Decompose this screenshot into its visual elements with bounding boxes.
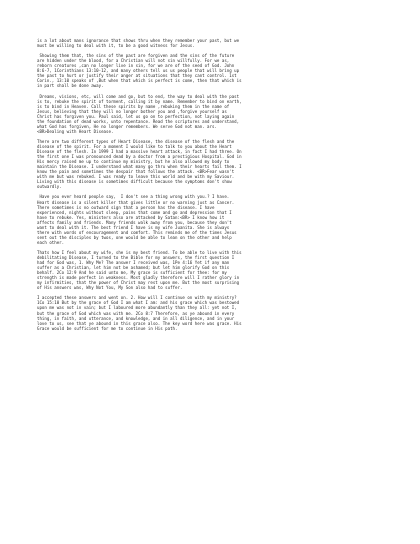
paragraph-past-witness: is a lot about mans ignorance that shows thru when they remember your past, but we must be willing to deal with it, to be a good witness for Jesus. bbox=[37, 38, 240, 49]
paragraph-why-me: Thats how I feel about my wife, she is my best friend. To be able to live with this debilitating Disease, I turned to the Bible for my answers, the first question I had for God was, 1. Why Me? The answer I received was, 1Pe 4:16 Yet if any man suffer as a Christian, let him not be ashamed; but let him glorify God on this behalf. 2Co 12:9 And he said unto me, My grace is sufficient for thee: for my strength is made perfect in weakness. Most gladly therefore will I rather glory in my infirmities, that the power of Christ may rest upon me. But the most surprising of His answers was, Why Not You, My Son also had to suffer. bbox=[37, 249, 242, 291]
paragraph-silent-killer: Have you ever heard people say, I don't see a thing wrong with you.? I have. Heart disease is a silent killer that gives little or no warning just as Cancer. There sometimes is no outward sign that a person has the disease. I have experienced, nights without sleep, pains that come and go and depression that I have to rebuke. Yes, ministers also are attacked by Satan:<BR> I know how it affects family and friends. Many friends walk away from you, because they don't want to deal with it. The best friend I have is my wife Juanita. She is always there with words of encouragement and comfort. This reminds me of the times Jesus sent out the disciples by twos, one would be able to lean on the other and help each other. bbox=[37, 194, 237, 245]
document-page bbox=[37, 38, 385, 336]
paragraph-heart-disease-types: There are two different types of Heart Disease, the disease of the flesh and the disease of the spirit. For a moment I would like to talk to you about the Heart Disease of the flesh. In 1999 I had a massive heart attack, in fact I had three. On the first one I was pronounced dead by a doctor from a prestigious Hospital. God in His mercy raised me up to continue my ministry, but he also allowed my body to maintain the Disease. I understand what many go thru when their hearts fail them. I know the pain and sometimes the despair that follows the attack. <BR>Fear wasn't with me but was rebuked. I was ready to leave this world and be with my Saviour. Living with this disease is sometimes difficult because the symptoms don't show outwardly. bbox=[37, 138, 242, 190]
paragraph-sins-forgiven: Showing them that, the sins of the past are forgiven and the sins of the future are hidden under the blood, for a Christian will not sin willfully. For we as, reborn creatures ,can no longer live in sin, for we are of the seed of God. John 8:6-7, 1Corinthians 13:10-12, and many others tell us us people that will bring up the past to hurt or justify their anger at situations that they cant control. 1st Corin., 13:10 speaks of ,But when that which is perfect is come, then that which is in part shall be done away. bbox=[37, 53, 242, 89]
paragraph-dreams-visions: Dreams, visions, etc, will come and go, but to end, the way to deal with the past is to, rebuke the spirit of torment, calling it by name. Remember to bind on earth, is to bind in Heaven. Call these spirits by name ,rebuking them in the name of Jesus, believing that they will no longer bother you and ,forgive yourself as Christ has forgiven you. Paul said, let us go on to perfection, not laying again the foundation of dead works, unto repentance. Read the scriptures and understand, what God has forgiven, He no longer remembers. We serve God not man. ars. <BR>Dealing with Heart Disease. bbox=[37, 93, 242, 134]
paragraph-continue-ministry: I accepted these answers and went on. 2. How will I continue on with my ministry? 1Co 15:10 But by the grace of God I am what I am: and his grace which was bestowed upon me was not in vain; but I laboured more abundantly than they all: yet not I, but the grace of God which was with me. 2Co 8:7 Therefore, as ye abound in every thing, in faith, and utterance, and knowledge, and in all diligence, and in your love to us, see that ye abound in this grace also. The key word here was grace. His Grace would be sufficient for me to continue in His path. bbox=[37, 295, 242, 331]
